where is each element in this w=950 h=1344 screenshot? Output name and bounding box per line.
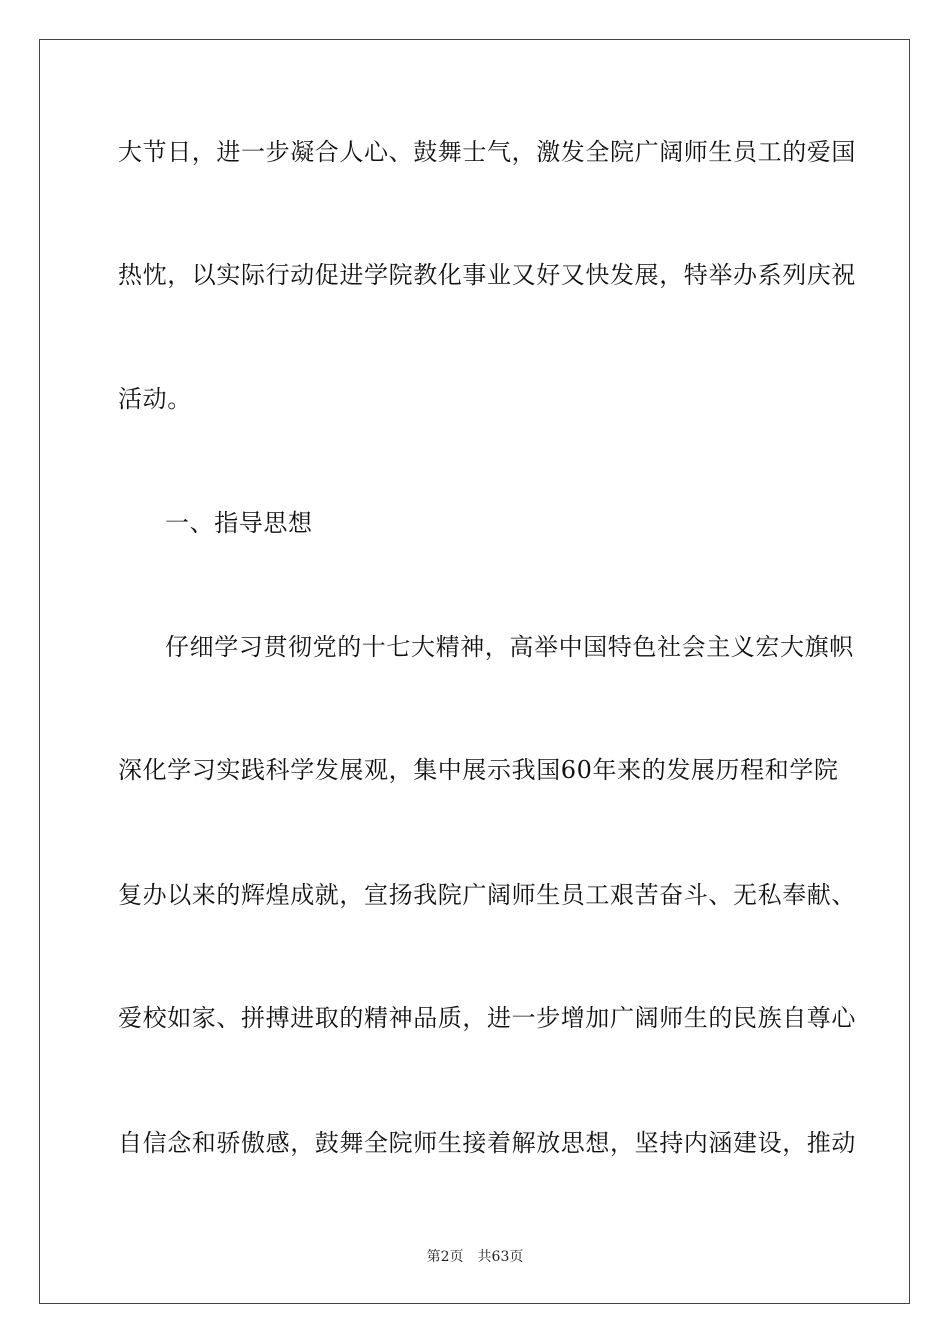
body-line-2: 热忱，以实际行动促进学院教化事业又好又快发展，特举办系列庆祝 <box>118 261 856 289</box>
body-line-5: 仔细学习贯彻党的十七大精神，高举中国特色社会主义宏大旗帜 <box>165 633 854 661</box>
body-line-1: 大节日，进一步凝合人心、鼓舞士气，激发全院广阔师生员工的爱国 <box>118 138 856 166</box>
page-number: 第2页 <box>426 1249 464 1265</box>
body-line-8: 爱校如家、拼搏进取的精神品质，进一步增加广阔师生的民族自尊心 <box>118 1004 856 1032</box>
page-border <box>39 39 910 1304</box>
body-line-3: 活动。 <box>118 385 192 413</box>
page-footer <box>0 1248 950 1266</box>
section-heading: 一、指导思想 <box>165 509 313 537</box>
body-line-6: 深化学习实践科学发展观，集中展示我国60年来的发展历程和学院 <box>118 756 839 784</box>
body-line-9: 自信念和骄傲感，鼓舞全院师生接着解放思想，坚持内涵建设，推动 <box>118 1129 856 1157</box>
body-line-7: 复办以来的辉煌成就，宣扬我院广阔师生员工艰苦奋斗、无私奉献、 <box>118 881 856 909</box>
page-total: 共63页 <box>477 1249 524 1265</box>
